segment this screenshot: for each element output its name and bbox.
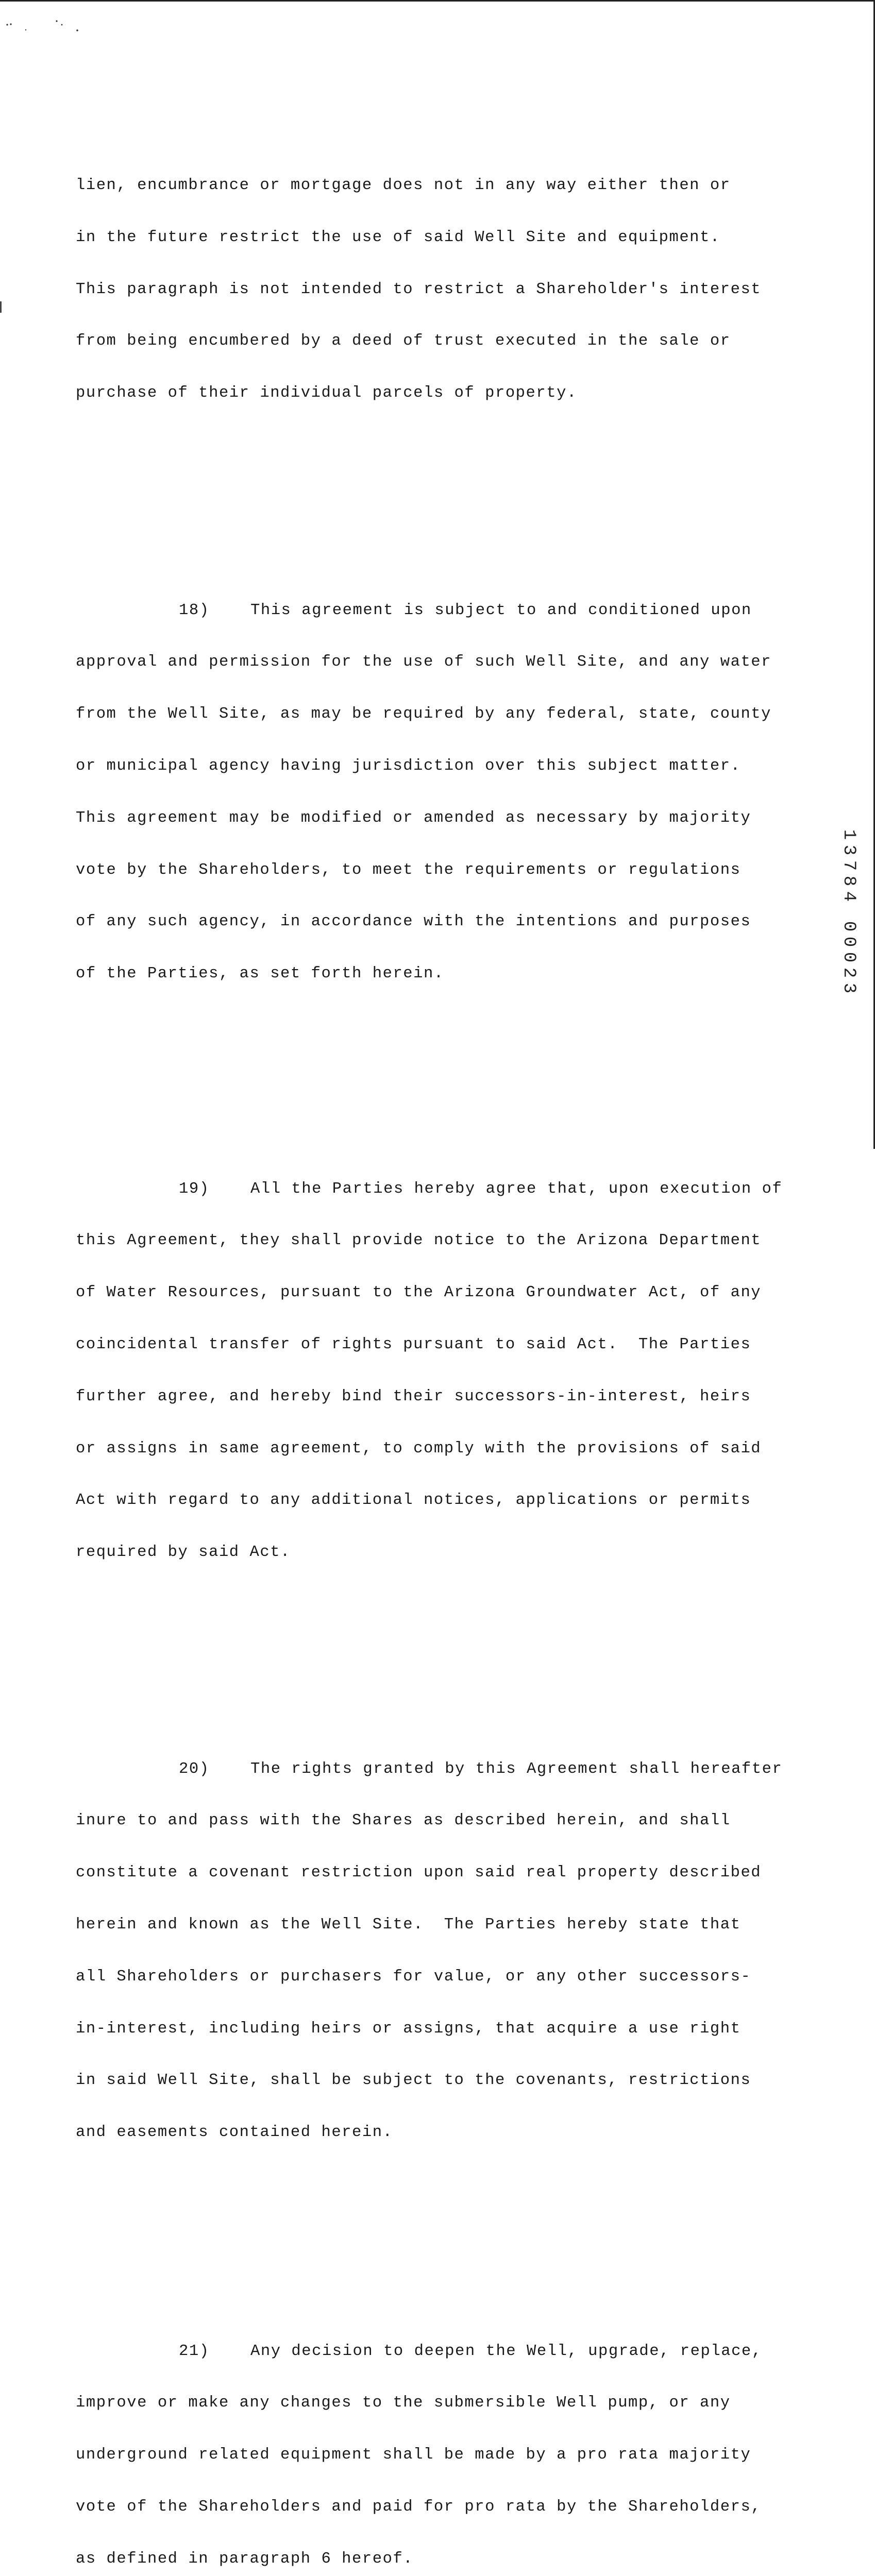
- text-line-lead: All the Parties hereby agree that, upon execution of: [250, 1180, 783, 1198]
- bates-digit: 3: [839, 844, 859, 856]
- text-line: this Agreement, they shall provide notice to the Arizona Department: [76, 1232, 762, 1250]
- paragraph-number: 21): [179, 2342, 210, 2360]
- text-line: Act with regard to any additional notices, applications or permits: [76, 1492, 751, 1510]
- text-line-lead: Any decision to deepen the Well, upgrade, replace,: [250, 2342, 762, 2360]
- document-body: [76, 91, 797, 2576]
- text-line: in-interest, including heirs or assigns, that acquire a use right: [76, 2020, 741, 2038]
- text-line: This paragraph is not intended to restrict a Shareholder's interest: [76, 280, 762, 298]
- text-line: purchase of their individual parcels of property.: [76, 384, 577, 402]
- text-line: from being encumbered by a deed of trust executed in the sale or: [76, 332, 731, 350]
- text-line: [76, 2343, 797, 2361]
- text-line: improve or make any changes to the submersible Well pump, or any: [76, 2394, 731, 2412]
- text-line: of the Parties, as set forth herein.: [76, 965, 444, 983]
- text-line: in the future restrict the use of said Well Site and equipment.: [76, 228, 720, 246]
- paragraph-17-continued: [76, 143, 797, 437]
- scan-border-left-tick: [0, 301, 2, 313]
- text-line: all Shareholders or purchasers for value, or any other successors-: [76, 1968, 751, 1986]
- bates-digit: 2: [839, 967, 859, 978]
- text-line: underground related equipment shall be made by a pro rata majority: [76, 2446, 751, 2464]
- text-line: of any such agency, in accordance with the intentions and purposes: [76, 913, 751, 931]
- text-line: lien, encumbrance or mortgage does not in any way either then or: [76, 176, 731, 194]
- text-line: inure to and pass with the Shares as described herein, and shall: [76, 1812, 731, 1830]
- text-line: herein and known as the Well Site. The Parties hereby state that: [76, 1916, 741, 1934]
- bates-digit: 0: [839, 921, 859, 932]
- paragraph-20: [76, 1726, 797, 2176]
- text-line: of Water Resources, pursuant to the Arizona Groundwater Act, of any: [76, 1284, 762, 1302]
- text-line: in said Well Site, shall be subject to the covenants, restrictions: [76, 2072, 751, 2090]
- bates-digit: 4: [839, 891, 859, 902]
- bates-digit: 0: [839, 936, 859, 947]
- text-line-lead: The rights granted by this Agreement shall hereafter: [250, 1760, 783, 1778]
- paragraph-number: 18): [179, 601, 210, 619]
- bates-digit: 7: [839, 860, 859, 871]
- bates-digit: 1: [839, 829, 859, 840]
- text-line: approval and permission for the use of such Well Site, and any water: [76, 653, 772, 671]
- text-line: [76, 1761, 797, 1778]
- text-line-lead: This agreement is subject to and conditioned upon: [250, 601, 752, 619]
- scan-specks: [5, 19, 88, 39]
- text-line: as defined in paragraph 6 hereof.: [76, 2550, 414, 2568]
- text-line: required by said Act.: [76, 1544, 291, 1562]
- text-line: constitute a covenant restriction upon said real property described: [76, 1864, 762, 1882]
- bates-number: [839, 827, 859, 996]
- paragraph-number: 19): [179, 1180, 210, 1198]
- text-line: vote of the Shareholders and paid for pro rata by the Shareholders,: [76, 2498, 762, 2516]
- paragraph-21: [76, 2308, 797, 2576]
- bates-digit: 8: [839, 875, 859, 887]
- paragraph-19: [76, 1146, 797, 1596]
- text-line: coincidental transfer of rights pursuant to said Act. The Parties: [76, 1335, 751, 1353]
- bates-digit: 0: [839, 952, 859, 963]
- text-line: [76, 1181, 797, 1198]
- text-line: vote by the Shareholders, to meet the requirements or regulations: [76, 861, 741, 879]
- text-line: [76, 602, 797, 620]
- text-line: and easements contained herein.: [76, 2124, 393, 2142]
- text-line: or assigns in same agreement, to comply with the provisions of said: [76, 1439, 762, 1458]
- text-line: This agreement may be modified or amended as necessary by majority: [76, 809, 751, 827]
- paragraph-18: [76, 567, 797, 1017]
- paragraph-number: 20): [179, 1760, 210, 1778]
- text-line: from the Well Site, as may be required by any federal, state, county: [76, 705, 772, 723]
- scan-border-top: [0, 0, 875, 2]
- text-line: further agree, and hereby bind their successors-in-interest, heirs: [76, 1387, 751, 1405]
- text-line: or municipal agency having jurisdiction over this subject matter.: [76, 757, 741, 775]
- bates-digit: 3: [839, 982, 859, 994]
